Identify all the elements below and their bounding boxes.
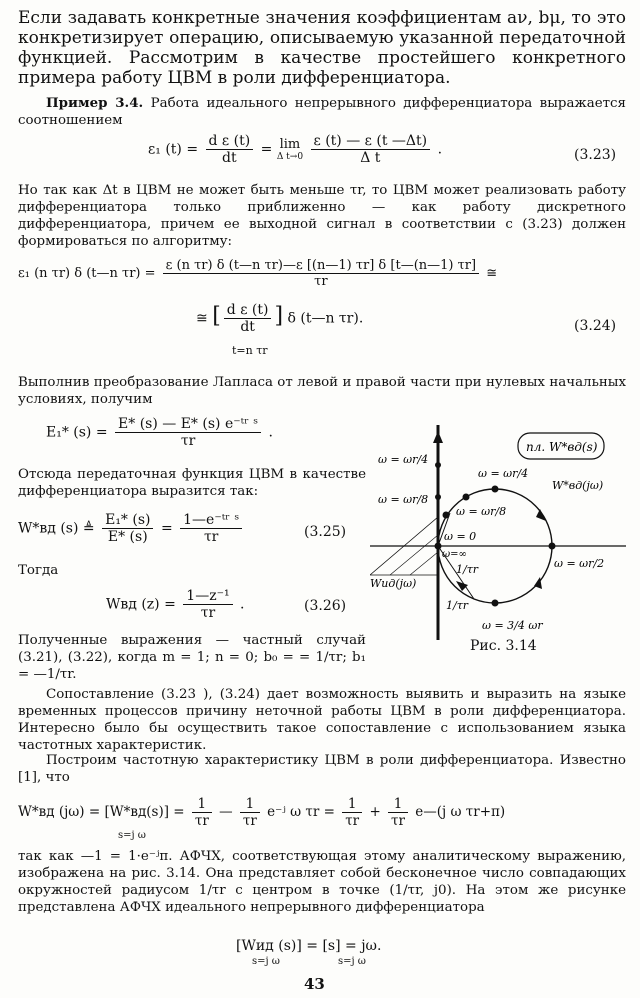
eq323-lhs: ε₁ (t) = [148, 141, 199, 158]
label-w-r8-left: ω = ωr/8 [378, 493, 429, 506]
equation-3-26: Wвд (z) = $\frac{\text{1—z⁻¹}}{\tau r}$ . [106, 588, 245, 621]
eq326-number: (3.26) [304, 598, 347, 614]
label-w-zero: ω = 0 [444, 530, 477, 543]
point-omega-r8b [463, 494, 470, 501]
equation-wid: [Wид (s)] = [s] = jω. [236, 938, 382, 954]
togda-word: Тогда [18, 563, 59, 578]
paragraph-6: Сопоставление (3.23 ), (3.24) дает возможность выявить и выразить на языке временных процессов причину неточной работы ЦВМ в роли дифференциатора. Интересно было бы осуществить такое сопоставление с использованием языка частотных характеристик. [18, 687, 626, 753]
label-w-r4-right: ω = ωr/4 [478, 467, 529, 480]
label-w-inf: ω=∞ [442, 549, 467, 560]
eq323-number: (3.23) [574, 147, 617, 163]
label-wvd: W*вд(jω) [552, 479, 604, 492]
eq323-frac2: $\frac{\varepsilon (t) — \varepsilon (t —\Delta t)}{\text{Δ t}}$ [311, 133, 431, 166]
label-w-half: ω = ωr/2 [554, 557, 605, 570]
paragraph-7: Построим частотную характеристику ЦВМ в роли дифференциатора. Известно [1], что [18, 753, 626, 785]
point-omega-r8 [443, 512, 450, 519]
eqW-subscript: s=j ω [118, 830, 146, 841]
figure-3-14 [370, 425, 626, 640]
intro-paragraph: Если задавать конкретные значения коэффициентам aν, bμ, то это конкретизирует операцию, описываемую указанной передаточной функцией. Рассмотрим в качестве простейшего конкретного примера работу ЦВМ в роли дифференциатора. [18, 8, 626, 88]
axis-arrow [433, 431, 443, 443]
paragraph-5: Полученные выражения — частный случай (3.21), (3.22), когда m = 1; n = 0; b₀ = = 1/τr; b₁ = —1/τr. [18, 633, 366, 682]
page-number: 43 [304, 975, 325, 993]
eqlast-sub1: s=j ω [252, 956, 280, 967]
label-wid: Wид(jω) [370, 577, 417, 590]
figure-caption: Рис. 3.14 [470, 638, 537, 654]
paragraph-4: Отсюда передаточная функция ЦВМ в качестве дифференциатора выразится так: [18, 467, 366, 499]
equation-3-24-line1: ε₁ (n τr) δ (t—n τr) = $\frac{\text{ε (n τr) δ (t—n τr)—ε [(n—1) τr] δ [t—(n—1) τr]}}{\tau r}$ ≅ [18, 258, 498, 289]
paragraph-8: так как —1 = 1·e⁻ʲπ. АФЧХ, соответствующая этому аналитическому выражению, изображена на рис. 3.14. Она представляет собой бесконечное число совпадающих окружностей радиусом 1/τr с центром в точке (1/τr, j0). На этом же рисунке представлена АФЧХ идеального непрерывного дифференциатора [18, 849, 626, 915]
plane-label: пл. W*вд(s) [526, 440, 598, 454]
equation-3-25: W*вд (s) ≜ $\frac{\text{E₁* (s)}}{E* (s)}$ = $\frac{\text{1—e⁻ᵗʳ ˢ}}{\tau r}$ [18, 512, 245, 545]
arrow-right [536, 509, 546, 521]
point-omega-34 [492, 600, 499, 607]
equation-laplace: E₁* (s) = $\frac{\text{E* (s) — E* (s) e⁻ᵗʳ ˢ}}{\tau r}$ . [46, 416, 273, 449]
equation-wvd-jw: W*вд (jω) = [W*вд(s)] = $\frac{1}{\tau r}$ — $\frac{1}{\tau r}$ e⁻ʲ ω τr = $\frac{1}{\tau r}$ + $\frac{1}{\tau r}$ e—(j ω τr+π) [18, 796, 506, 829]
point-omega-half [549, 543, 556, 550]
eq324-subscript: t=n τr [232, 344, 268, 357]
label-w-r4-left: ω = ωr/4 [378, 453, 429, 466]
point-omega-zero [435, 543, 442, 550]
eq324-number: (3.24) [574, 318, 617, 334]
eq323-frac1: $\frac{\text{d ε (t)}}{dt}$ [206, 133, 254, 166]
paragraph-2: Но так как Δt в ЦВМ не может быть меньше τr, то ЦВМ может реализовать работу дифференциатора только приближенно — как работу дискретного дифференциатора, причем ее выходной сигнал в соответствии с (3.23) должен формироваться по алгоритму: [18, 183, 626, 249]
example-paragraph [18, 95, 626, 129]
equation-3-23: ε₁ (t) = $\frac{\text{d ε (t)}}{dt}$ = lim Δ t→0 $\frac{\varepsilon (t) — \varepsilon (t —\Delta t)}{\text{Δ t}}$ . [148, 133, 443, 166]
paragraph-3: Выполнив преобразование Лапласа от левой и правой части при нулевых начальных условиях, получим [18, 375, 626, 407]
point-omega-r4 [492, 486, 499, 493]
label-one-tau-1: 1/τr [456, 563, 479, 576]
example-text: Работа идеального непрерывного дифференциатора выражается соотношением [18, 96, 627, 128]
label-w-34: ω = 3/4 ωr [482, 619, 543, 632]
example-label: Пример 3.4. [46, 95, 144, 111]
eq325-number: (3.25) [304, 524, 347, 540]
eq323-lim: lim Δ t→0 [276, 137, 304, 162]
equation-3-24-line2: ≅ [ $\frac{\text{d ε (t)}}{dt}$ ] δ (t—n τr). [196, 302, 364, 335]
eqlast-sub2: s=j ω [338, 956, 366, 967]
label-one-tau-2: 1/τr [446, 599, 469, 612]
label-w-r8-right: ω = ωr/8 [456, 505, 507, 518]
